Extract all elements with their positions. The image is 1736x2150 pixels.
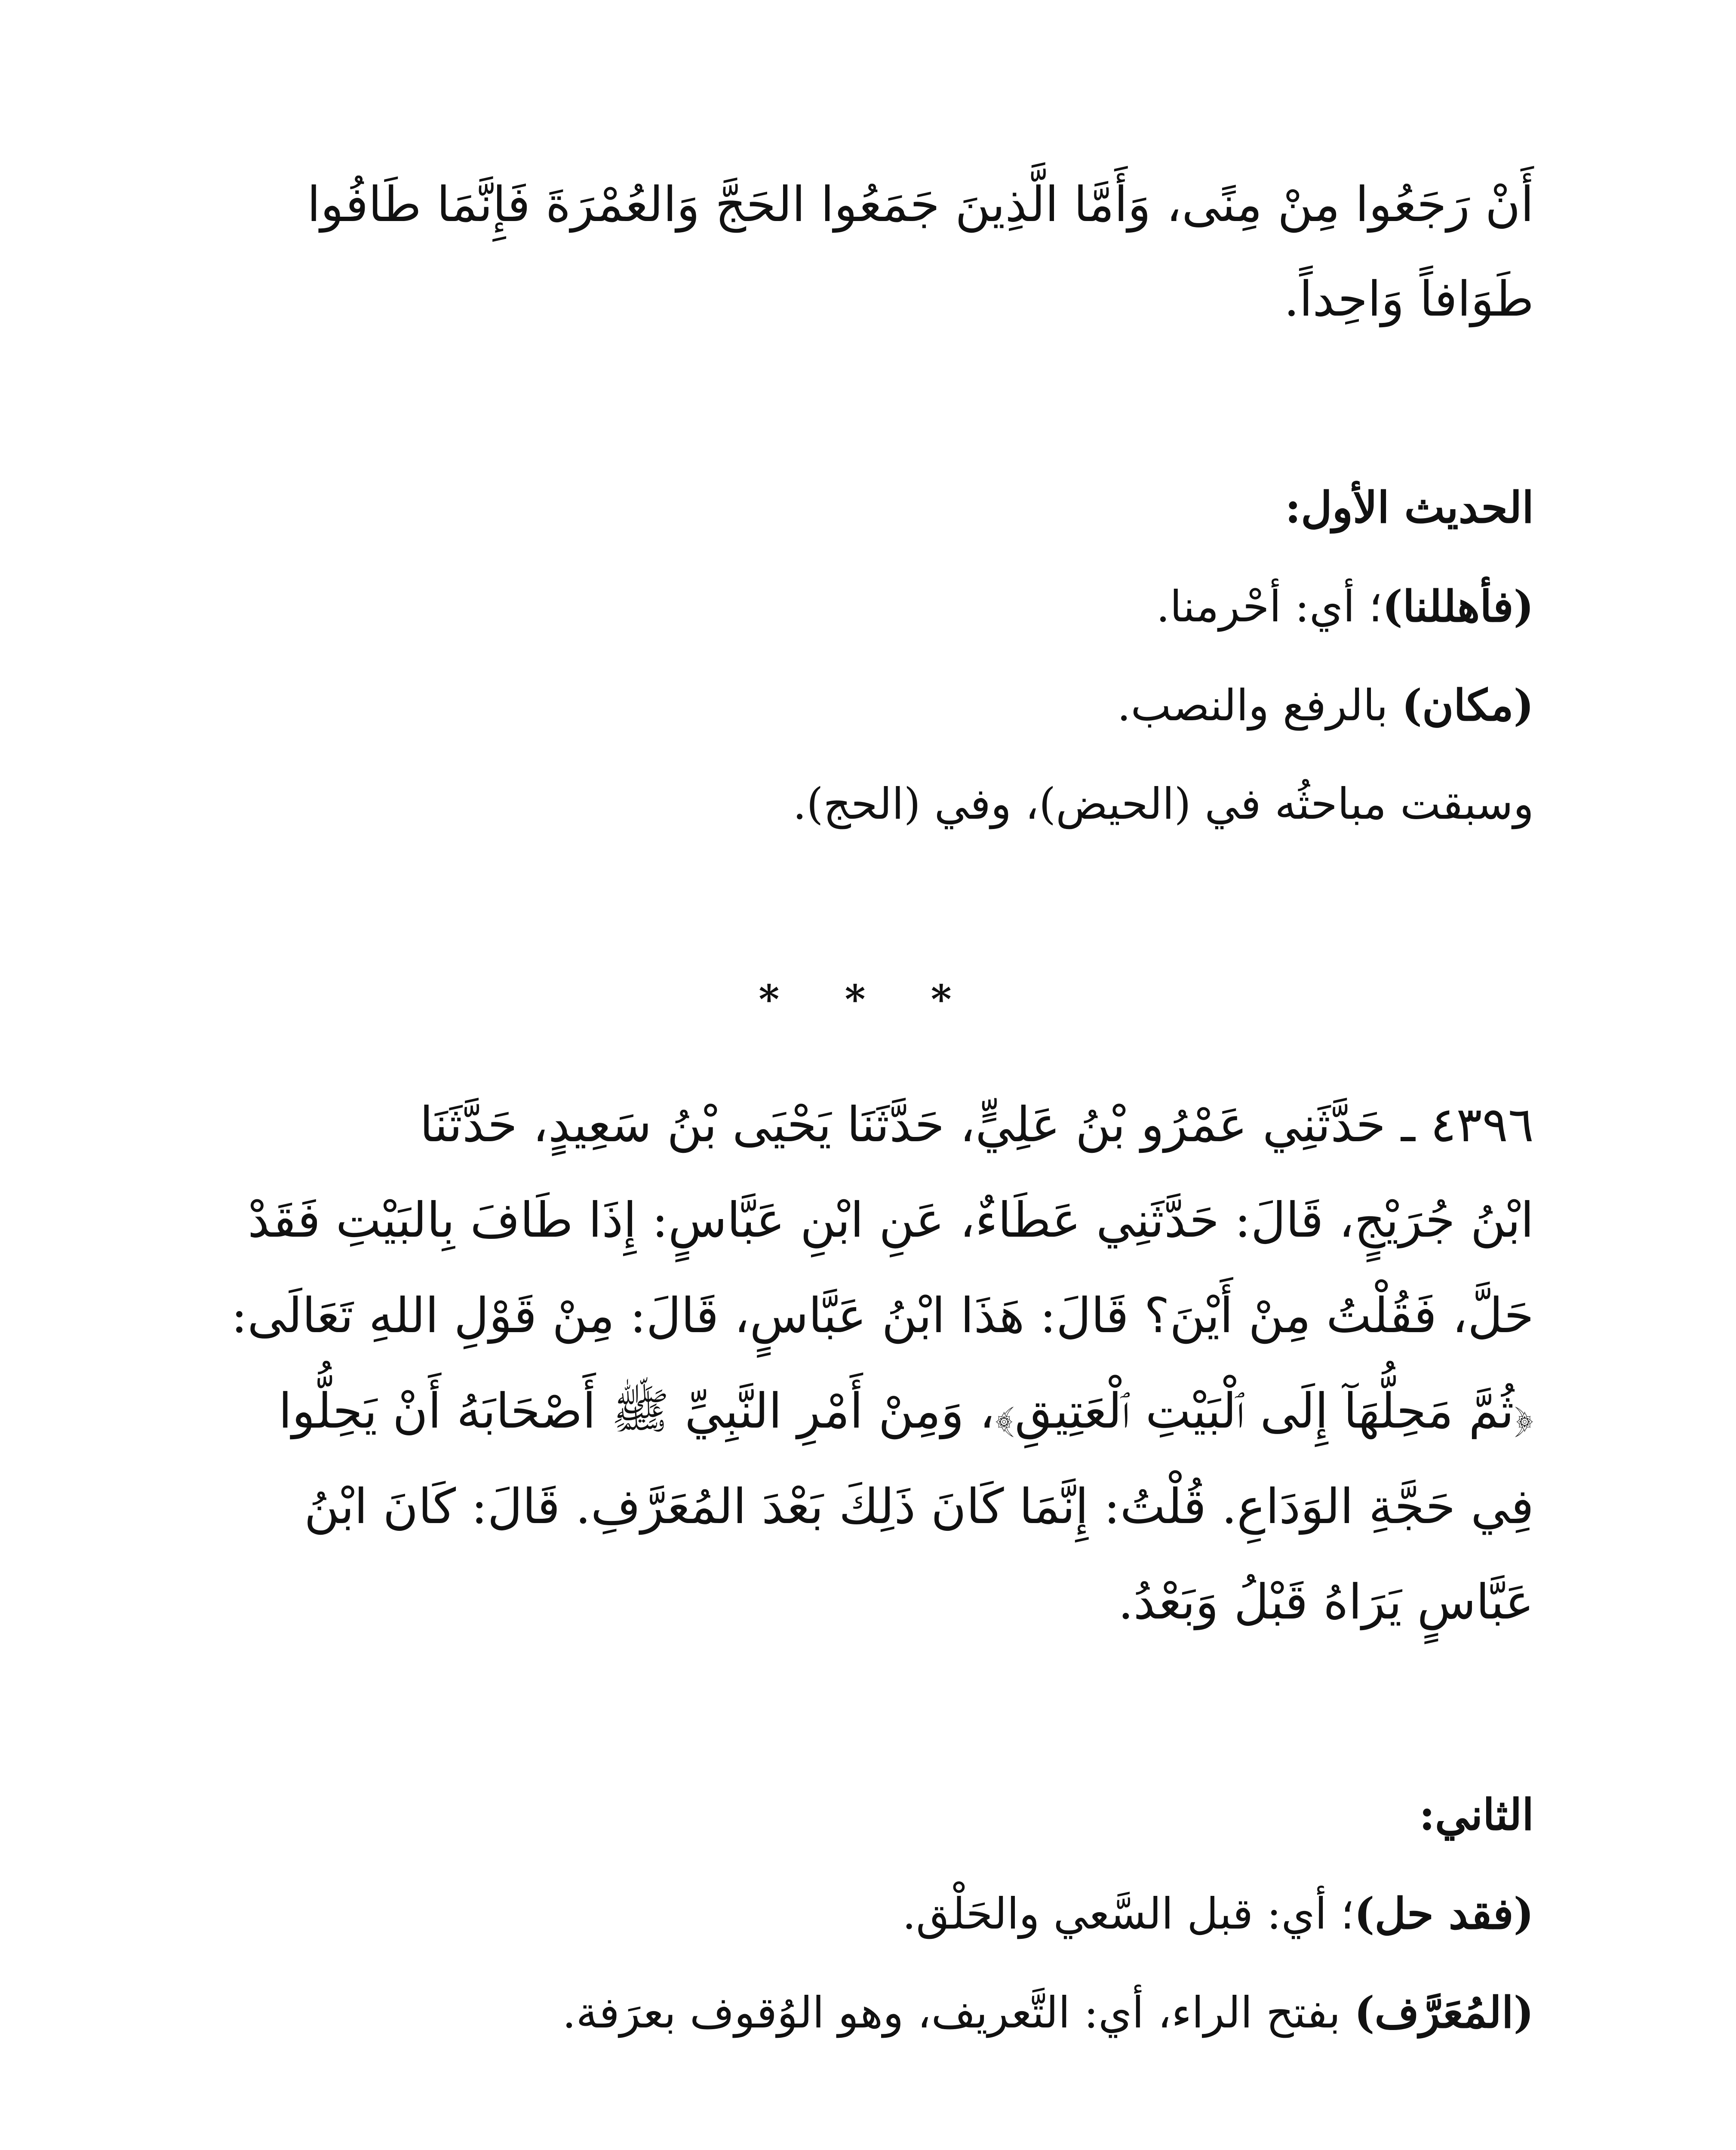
note-term: (فأهللنا) [1382,581,1534,632]
note-term: (المُعَرَّف) [1354,1987,1534,2038]
hadith-line: حَلَّ، فَقُلْتُ مِنْ أَيْنَ؟ قَالَ: هَذَا ابْنُ عَبَّاسٍ، قَالَ: مِنْ قَوْلِ اللهِ تَعَالَى: [231,1288,1534,1344]
note-line [202,1888,1534,1991]
section-heading: الحديث الأول: [1285,482,1534,533]
note-text: ؛ أي: قبل السَّعي والحَلْق. [902,1889,1355,1939]
top-paragraph [202,177,1534,370]
note-term: (فقد حل) [1354,1888,1534,1939]
hadith-line: ٤٣٩٦ ـ حَدَّثَنِي عَمْرُو بْنُ عَلِيٍّ، حَدَّثَنَا يَحْيَى بْنُ سَعِيدٍ، حَدَّثَنَا [420,1097,1534,1153]
commentary-section-1 [202,482,1534,882]
note-line [202,581,1534,684]
commentary-section-2 [202,1789,1534,2090]
note-text: بالرفع والنصب. [1117,680,1402,731]
note-text: ؛ أي: أحْرمنا. [1156,581,1383,632]
note-line [202,1987,1534,2090]
note-term: (مكان) [1401,680,1534,731]
note-text: وسبقت مباحثُه في (الحيض)، وفي (الحج). [793,779,1534,829]
section-separator: * * * [759,976,977,1023]
note-line [202,680,1534,783]
hadith-line: فِي حَجَّةِ الوَدَاعِ. قُلْتُ: إِنَّمَا كَانَ ذَلِكَ بَعْدَ المُعَرَّفِ. قَالَ: كَانَ ابْنُ [304,1479,1534,1535]
hadith-line: ابْنُ جُرَيْجٍ، قَالَ: حَدَّثَنِي عَطَاءٌ، عَنِ ابْنِ عَبَّاسٍ: إِذَا طَافَ بِالبَيْتِ فَقَدْ [248,1192,1534,1248]
section-heading: الثاني: [1419,1789,1534,1840]
text-line: طَوَافاً وَاحِداً. [1284,271,1534,327]
note-text: بفتح الراء، أي: التَّعريف، وهو الوُقوف بعرَفة. [562,1987,1355,2038]
hadith-line: ﴿ثُمَّ مَحِلُّهَآ إِلَى ٱلْبَيْتِ ٱلْعَتِيقِ﴾، وَمِنْ أَمْرِ النَّبِيِّ ﷺ أَصْحَابَهُ أَنْ يَحِلُّوا [278,1383,1534,1439]
hadith-line: عَبَّاسٍ يَرَاهُ قَبْلُ وَبَعْدُ. [1118,1574,1534,1630]
hadith-text [202,1097,1534,1674]
note-line [202,779,1534,882]
text-line: أَنْ رَجَعُوا مِنْ مِنًى، وَأَمَّا الَّذِينَ جَمَعُوا الحَجَّ وَالعُمْرَةَ فَإِنَّمَا طَافُوا [307,177,1534,233]
